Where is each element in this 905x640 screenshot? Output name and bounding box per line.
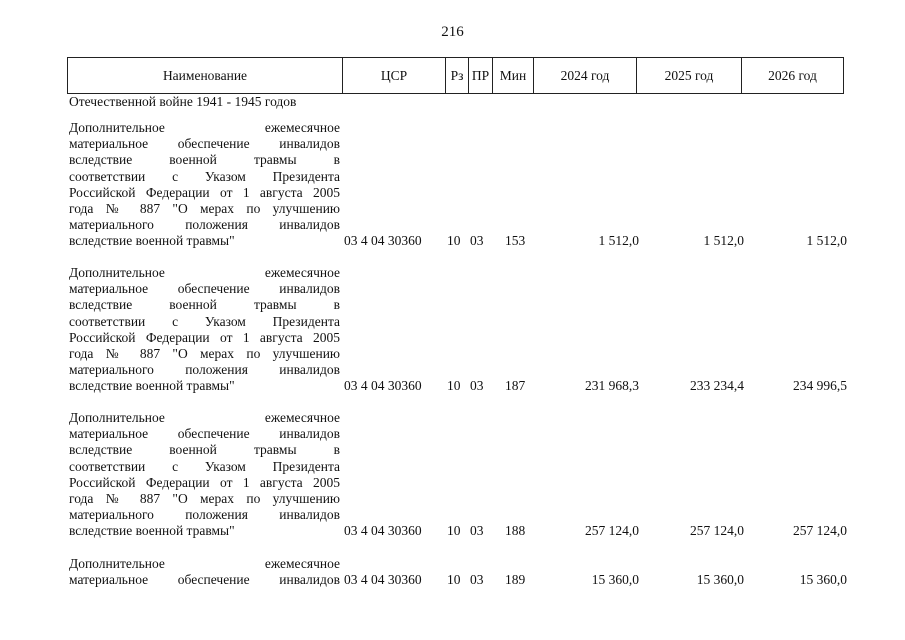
row-name-line: года № 887 "О мерах по улучшению (69, 490, 340, 506)
row-name-line: материальное обеспечение инвалидов (69, 281, 340, 297)
header-2026: 2026 год (742, 58, 844, 94)
row-2025: 15 360,0 (696, 572, 744, 588)
row-name (69, 120, 340, 250)
row-name-line: Российской Федерации от 1 августа 2005 (69, 184, 340, 200)
row-rz: 10 (447, 523, 461, 539)
row-name (69, 556, 340, 588)
row-min: 187 (505, 378, 526, 394)
row-name-line: соответствии с Указом Президента (69, 313, 340, 329)
row-name-line: соответствии с Указом Президента (69, 168, 340, 184)
row-pr: 03 (470, 572, 484, 588)
row-name-line: вследствие военной травмы в (69, 297, 340, 313)
row-2026: 15 360,0 (799, 572, 847, 588)
row-2025: 1 512,0 (703, 233, 744, 249)
row-name-line: материальное обеспечение инвалидов (69, 426, 340, 442)
row-name-line: года № 887 "О мерах по улучшению (69, 200, 340, 216)
row-rz: 10 (447, 378, 461, 394)
row-name-line: материального положения инвалидов (69, 507, 340, 523)
continuation-line: Отечественной войне 1941 - 1945 годов (69, 94, 297, 109)
row-2026: 234 996,5 (793, 378, 847, 394)
row-pr: 03 (470, 523, 484, 539)
row-name-line: вследствие военной травмы в (69, 442, 340, 458)
row-name-line: вследствие военной травмы" (69, 378, 235, 394)
row-2026: 257 124,0 (793, 523, 847, 539)
row-csr: 03 4 04 30360 (344, 523, 422, 539)
header-pr: ПР (469, 58, 493, 94)
row-name-line: вследствие военной травмы" (69, 523, 235, 539)
header-csr: ЦСР (343, 58, 446, 94)
row-name-line: материального положения инвалидов (69, 217, 340, 233)
row-name-line: материальное обеспечение инвалидов (69, 572, 340, 588)
row-name-line: Дополнительное ежемесячное (69, 410, 340, 425)
row-rz: 10 (447, 572, 461, 588)
row-name-line: Российской Федерации от 1 августа 2005 (69, 474, 340, 490)
row-min: 153 (505, 233, 526, 249)
row-pr: 03 (470, 233, 484, 249)
row-name-line: материального положения инвалидов (69, 362, 340, 378)
row-2024: 15 360,0 (591, 572, 639, 588)
row-name-line: вследствие военной травмы" (69, 233, 235, 249)
row-csr: 03 4 04 30360 (344, 572, 422, 588)
row-rz: 10 (447, 233, 461, 249)
row-2025: 233 234,4 (690, 378, 744, 394)
row-name-line: материальное обеспечение инвалидов (69, 136, 340, 152)
header-name: Наименование (68, 58, 343, 94)
row-2024: 1 512,0 (598, 233, 639, 249)
row-name-line: соответствии с Указом Президента (69, 458, 340, 474)
row-name-line: Российской Федерации от 1 августа 2005 (69, 329, 340, 345)
row-2025: 257 124,0 (690, 523, 744, 539)
header-2025: 2025 год (637, 58, 742, 94)
row-csr: 03 4 04 30360 (344, 378, 422, 394)
header-2024: 2024 год (534, 58, 637, 94)
row-name-line: Дополнительное ежемесячное (69, 120, 340, 135)
row-pr: 03 (470, 378, 484, 394)
row-2024: 257 124,0 (585, 523, 639, 539)
row-csr: 03 4 04 30360 (344, 233, 422, 249)
header-rz: Рз (446, 58, 469, 94)
row-name (69, 410, 340, 540)
row-name-line: Дополнительное ежемесячное (69, 556, 340, 571)
page-number: 216 (441, 24, 464, 40)
row-min: 189 (505, 572, 526, 588)
header-min: Мин (493, 58, 534, 94)
row-2026: 1 512,0 (806, 233, 847, 249)
row-name-line: вследствие военной травмы в (69, 152, 340, 168)
row-min: 188 (505, 523, 526, 539)
row-name-line: Дополнительное ежемесячное (69, 265, 340, 280)
row-name (69, 265, 340, 395)
row-name-line: года № 887 "О мерах по улучшению (69, 345, 340, 361)
row-2024: 231 968,3 (585, 378, 639, 394)
table-header (67, 57, 844, 94)
